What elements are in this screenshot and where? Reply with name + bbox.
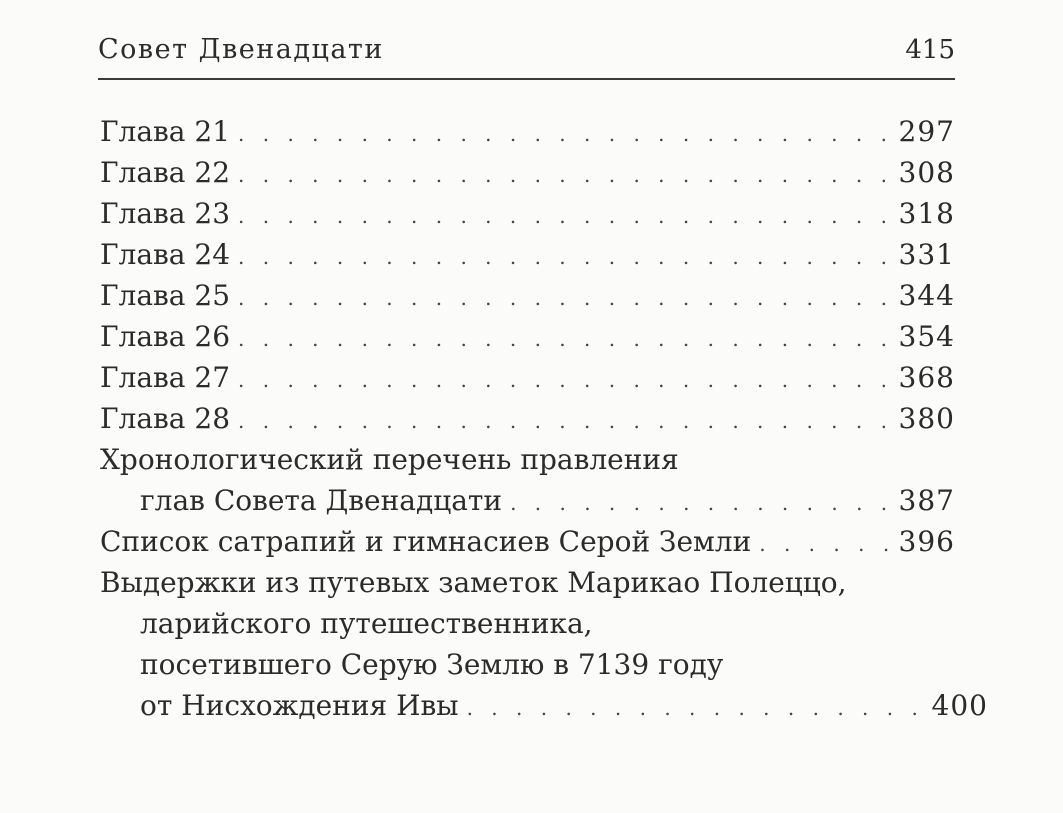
- dot-leader: [238, 237, 891, 278]
- toc-entry-chapter-22[interactable]: [100, 152, 955, 193]
- toc-entry-travel-notes-line-3[interactable]: [100, 644, 955, 685]
- dot-leader: [510, 483, 890, 524]
- toc-entry-chapter-25[interactable]: [100, 275, 955, 316]
- toc-entry-page: 387: [898, 484, 955, 517]
- dot-leader: [238, 319, 891, 360]
- dot-leader: [238, 196, 891, 237]
- toc-entry-page: 354: [898, 320, 955, 353]
- dot-leader: [238, 114, 891, 155]
- dot-leader: [238, 401, 891, 442]
- page-number: 415: [905, 35, 955, 65]
- toc-entry-chronology-title-line-2[interactable]: [100, 480, 955, 521]
- toc-entry-page: 400: [931, 689, 988, 722]
- toc-entry-page: 331: [898, 238, 955, 271]
- toc-entry-travel-notes-line-2[interactable]: [100, 603, 955, 644]
- toc-entry-page: 380: [898, 402, 955, 435]
- dot-leader: [467, 688, 924, 729]
- toc-entry-title: Глава 21: [100, 115, 231, 148]
- toc-entry-chapter-26[interactable]: [100, 316, 955, 357]
- toc-entry-title: Глава 25: [100, 279, 231, 312]
- toc-entry-travel-notes-line-1[interactable]: [100, 562, 955, 603]
- toc-entry-page: 297: [898, 115, 955, 148]
- toc-entry-title: Глава 22: [100, 156, 231, 189]
- toc-entry-title: Глава 23: [100, 197, 231, 230]
- toc-entry-page: 368: [898, 361, 955, 394]
- running-header: [98, 28, 955, 80]
- toc-entry-chapter-23[interactable]: [100, 193, 955, 234]
- toc-entry-title: Выдержки из путевых заметок Марикао Полеццо,: [100, 566, 847, 599]
- dot-leader: [238, 278, 891, 319]
- table-of-contents: [100, 111, 988, 726]
- dot-leader: [238, 155, 891, 196]
- toc-entry-title: Глава 28: [100, 402, 231, 435]
- toc-entry-chapter-24[interactable]: [100, 234, 955, 275]
- toc-entry-page: 308: [898, 156, 955, 189]
- toc-entry-travel-notes-line-4[interactable]: [100, 685, 988, 726]
- toc-entry-title-continuation: от Нисхождения Ивы: [140, 689, 459, 722]
- running-title: Совет Двенадцати: [98, 34, 384, 65]
- toc-entry-title: Глава 24: [100, 238, 231, 271]
- toc-entry-satrapies[interactable]: [100, 521, 955, 562]
- toc-entry-chapter-27[interactable]: [100, 357, 955, 398]
- toc-entry-title: Глава 27: [100, 361, 231, 394]
- toc-entry-page: 318: [898, 197, 955, 230]
- toc-entry-chapter-28[interactable]: [100, 398, 955, 439]
- toc-entry-page: 344: [898, 279, 955, 312]
- toc-entry-title-continuation: глав Совета Двенадцати: [140, 484, 503, 517]
- toc-entry-title-continuation: ларийского путешественника,: [140, 607, 593, 640]
- toc-entry-title: Список сатрапий и гимнасиев Серой Земли: [100, 525, 752, 558]
- dot-leader: [759, 524, 890, 565]
- toc-entry-title: Хронологический перечень правления: [100, 443, 679, 476]
- header-rule: [98, 78, 955, 80]
- toc-entry-page: 396: [898, 525, 955, 558]
- toc-entry-chapter-21[interactable]: [100, 111, 955, 152]
- dot-leader: [238, 360, 891, 401]
- toc-entry-title-continuation: посетившего Серую Землю в 7139 году: [140, 648, 724, 681]
- toc-entry-title: Глава 26: [100, 320, 231, 353]
- toc-entry-chronology-title-line-1[interactable]: [100, 439, 955, 480]
